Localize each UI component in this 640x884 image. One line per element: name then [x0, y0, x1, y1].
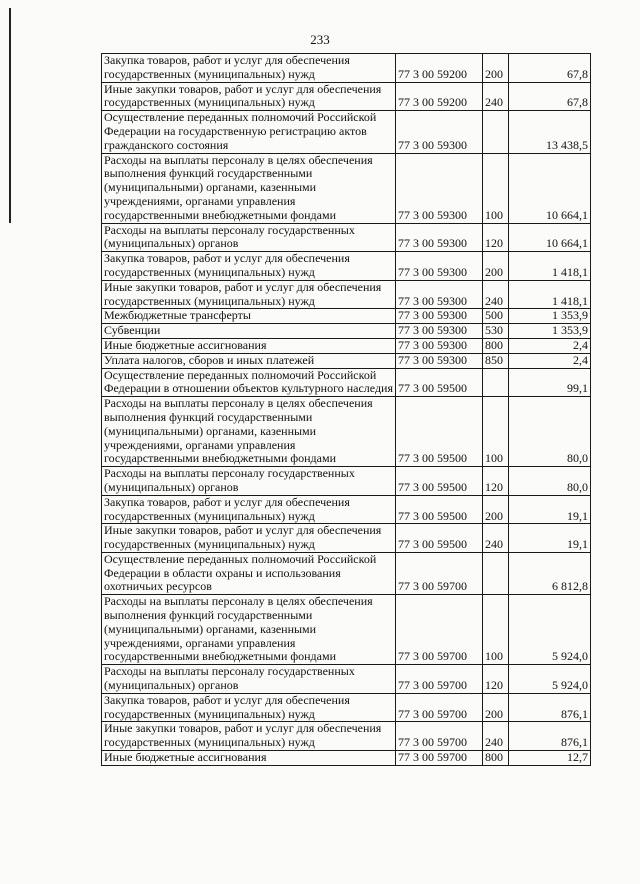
page-number: 233: [310, 32, 330, 47]
table-row: [102, 751, 591, 766]
row-amount-cell: 2,4: [509, 353, 591, 368]
row-code-cell: 77 3 00 59700: [396, 722, 483, 751]
row-code-cell: 77 3 00 59200: [396, 82, 483, 111]
row-code-cell: 77 3 00 59700: [396, 751, 483, 766]
table-row: [102, 467, 591, 496]
row-code-cell: 77 3 00 59500: [396, 368, 483, 397]
row-code-cell: 77 3 00 59500: [396, 467, 483, 496]
row-name-cell: Иные закупки товаров, работ и услуг для обеспечения государственных (муниципальных) нужд: [102, 82, 396, 111]
row-amount-cell: 2,4: [509, 338, 591, 353]
table-row: [102, 495, 591, 524]
table-row: [102, 324, 591, 339]
row-expense-type-cell: 100: [483, 397, 509, 467]
table-row: [102, 153, 591, 223]
row-code-cell: 77 3 00 59300: [396, 252, 483, 281]
row-amount-cell: 13 438,5: [509, 111, 591, 153]
row-expense-type-cell: 240: [483, 722, 509, 751]
row-expense-type-cell: 200: [483, 693, 509, 722]
table-row: [102, 595, 591, 665]
row-expense-type-cell: 200: [483, 54, 509, 83]
row-code-cell: 77 3 00 59300: [396, 309, 483, 324]
table-row: [102, 54, 591, 83]
row-amount-cell: 12,7: [509, 751, 591, 766]
row-expense-type-cell: 100: [483, 153, 509, 223]
row-expense-type-cell: 120: [483, 223, 509, 252]
row-amount-cell: 80,0: [509, 467, 591, 496]
row-amount-cell: 67,8: [509, 54, 591, 83]
row-code-cell: 77 3 00 59700: [396, 693, 483, 722]
row-amount-cell: 99,1: [509, 368, 591, 397]
row-expense-type-cell: 200: [483, 252, 509, 281]
row-code-cell: 77 3 00 59300: [396, 223, 483, 252]
row-amount-cell: 80,0: [509, 397, 591, 467]
row-name-cell: Закупка товаров, работ и услуг для обеспечения государственных (муниципальных) нужд: [102, 495, 396, 524]
row-code-cell: 77 3 00 59500: [396, 495, 483, 524]
row-name-cell: Осуществление переданных полномочий Российской Федерации на государственную регистрацию актов гражданского состояния: [102, 111, 396, 153]
row-amount-cell: 5 924,0: [509, 665, 591, 694]
table-row: [102, 111, 591, 153]
row-code-cell: 77 3 00 59700: [396, 552, 483, 594]
table-row: [102, 552, 591, 594]
row-name-cell: Иные закупки товаров, работ и услуг для обеспечения государственных (муниципальных) нужд: [102, 280, 396, 309]
table-row: [102, 693, 591, 722]
row-amount-cell: 10 664,1: [509, 223, 591, 252]
row-expense-type-cell: 850: [483, 353, 509, 368]
row-amount-cell: 876,1: [509, 722, 591, 751]
row-expense-type-cell: 240: [483, 280, 509, 309]
row-name-cell: Иные закупки товаров, работ и услуг для обеспечения государственных (муниципальных) нужд: [102, 524, 396, 553]
row-code-cell: 77 3 00 59300: [396, 338, 483, 353]
table-row: [102, 223, 591, 252]
row-expense-type-cell: 200: [483, 495, 509, 524]
row-expense-type-cell: 800: [483, 751, 509, 766]
row-name-cell: Межбюджетные трансферты: [102, 309, 396, 324]
row-name-cell: Уплата налогов, сборов и иных платежей: [102, 353, 396, 368]
row-code-cell: 77 3 00 59200: [396, 54, 483, 83]
row-name-cell: Расходы на выплаты персоналу государственных (муниципальных) органов: [102, 665, 396, 694]
row-code-cell: 77 3 00 59700: [396, 665, 483, 694]
row-name-cell: Расходы на выплаты персоналу в целях обеспечения выполнения функций государственными (муниципальными) органами, казенными учреждениями, органами управления государственными внебюджетными фондами: [102, 153, 396, 223]
row-name-cell: Расходы на выплаты персоналу в целях обеспечения выполнения функций государственными (муниципальными) органами, казенными учреждениями, органами управления государственными внебюджетными фондами: [102, 595, 396, 665]
row-code-cell: 77 3 00 59300: [396, 153, 483, 223]
row-amount-cell: 10 664,1: [509, 153, 591, 223]
row-amount-cell: 19,1: [509, 524, 591, 553]
row-amount-cell: 1 353,9: [509, 324, 591, 339]
row-expense-type-cell: [483, 368, 509, 397]
row-expense-type-cell: 120: [483, 665, 509, 694]
table-row: [102, 368, 591, 397]
row-expense-type-cell: 240: [483, 82, 509, 111]
budget-table-body: [102, 54, 591, 766]
row-name-cell: Закупка товаров, работ и услуг для обеспечения государственных (муниципальных) нужд: [102, 54, 396, 83]
row-code-cell: 77 3 00 59500: [396, 524, 483, 553]
row-amount-cell: 19,1: [509, 495, 591, 524]
budget-table: [101, 53, 591, 766]
table-row: [102, 280, 591, 309]
table-row: [102, 665, 591, 694]
row-expense-type-cell: [483, 552, 509, 594]
row-amount-cell: 1 418,1: [509, 280, 591, 309]
table-row: [102, 252, 591, 281]
table-row: [102, 338, 591, 353]
row-code-cell: 77 3 00 59300: [396, 353, 483, 368]
row-code-cell: 77 3 00 59300: [396, 111, 483, 153]
row-amount-cell: 1 353,9: [509, 309, 591, 324]
row-name-cell: Расходы на выплаты персоналу в целях обеспечения выполнения функций государственными (муниципальными) органами, казенными учреждениями, органами управления государственными внебюджетными фондами: [102, 397, 396, 467]
row-expense-type-cell: 500: [483, 309, 509, 324]
row-code-cell: 77 3 00 59300: [396, 280, 483, 309]
table-row: [102, 82, 591, 111]
row-expense-type-cell: 240: [483, 524, 509, 553]
row-name-cell: Расходы на выплаты персоналу государственных (муниципальных) органов: [102, 223, 396, 252]
row-name-cell: Иные закупки товаров, работ и услуг для обеспечения государственных (муниципальных) нужд: [102, 722, 396, 751]
row-expense-type-cell: 120: [483, 467, 509, 496]
row-name-cell: Закупка товаров, работ и услуг для обеспечения государственных (муниципальных) нужд: [102, 252, 396, 281]
row-name-cell: Осуществление переданных полномочий Российской Федерации в области охраны и использования охотничьих ресурсов: [102, 552, 396, 594]
row-name-cell: Иные бюджетные ассигнования: [102, 751, 396, 766]
row-amount-cell: 67,8: [509, 82, 591, 111]
row-code-cell: 77 3 00 59700: [396, 595, 483, 665]
table-row: [102, 353, 591, 368]
row-code-cell: 77 3 00 59500: [396, 397, 483, 467]
row-name-cell: Закупка товаров, работ и услуг для обеспечения государственных (муниципальных) нужд: [102, 693, 396, 722]
row-name-cell: Субвенции: [102, 324, 396, 339]
row-name-cell: Осуществление переданных полномочий Российской Федерации в отношении объектов культурного наследия: [102, 368, 396, 397]
row-expense-type-cell: 530: [483, 324, 509, 339]
table-row: [102, 524, 591, 553]
table-row: [102, 397, 591, 467]
row-amount-cell: 876,1: [509, 693, 591, 722]
table-row: [102, 309, 591, 324]
row-expense-type-cell: 100: [483, 595, 509, 665]
table-row: [102, 722, 591, 751]
row-expense-type-cell: [483, 111, 509, 153]
row-amount-cell: 1 418,1: [509, 252, 591, 281]
row-name-cell: Иные бюджетные ассигнования: [102, 338, 396, 353]
row-expense-type-cell: 800: [483, 338, 509, 353]
row-amount-cell: 5 924,0: [509, 595, 591, 665]
row-code-cell: 77 3 00 59300: [396, 324, 483, 339]
row-name-cell: Расходы на выплаты персоналу государственных (муниципальных) органов: [102, 467, 396, 496]
row-amount-cell: 6 812,8: [509, 552, 591, 594]
